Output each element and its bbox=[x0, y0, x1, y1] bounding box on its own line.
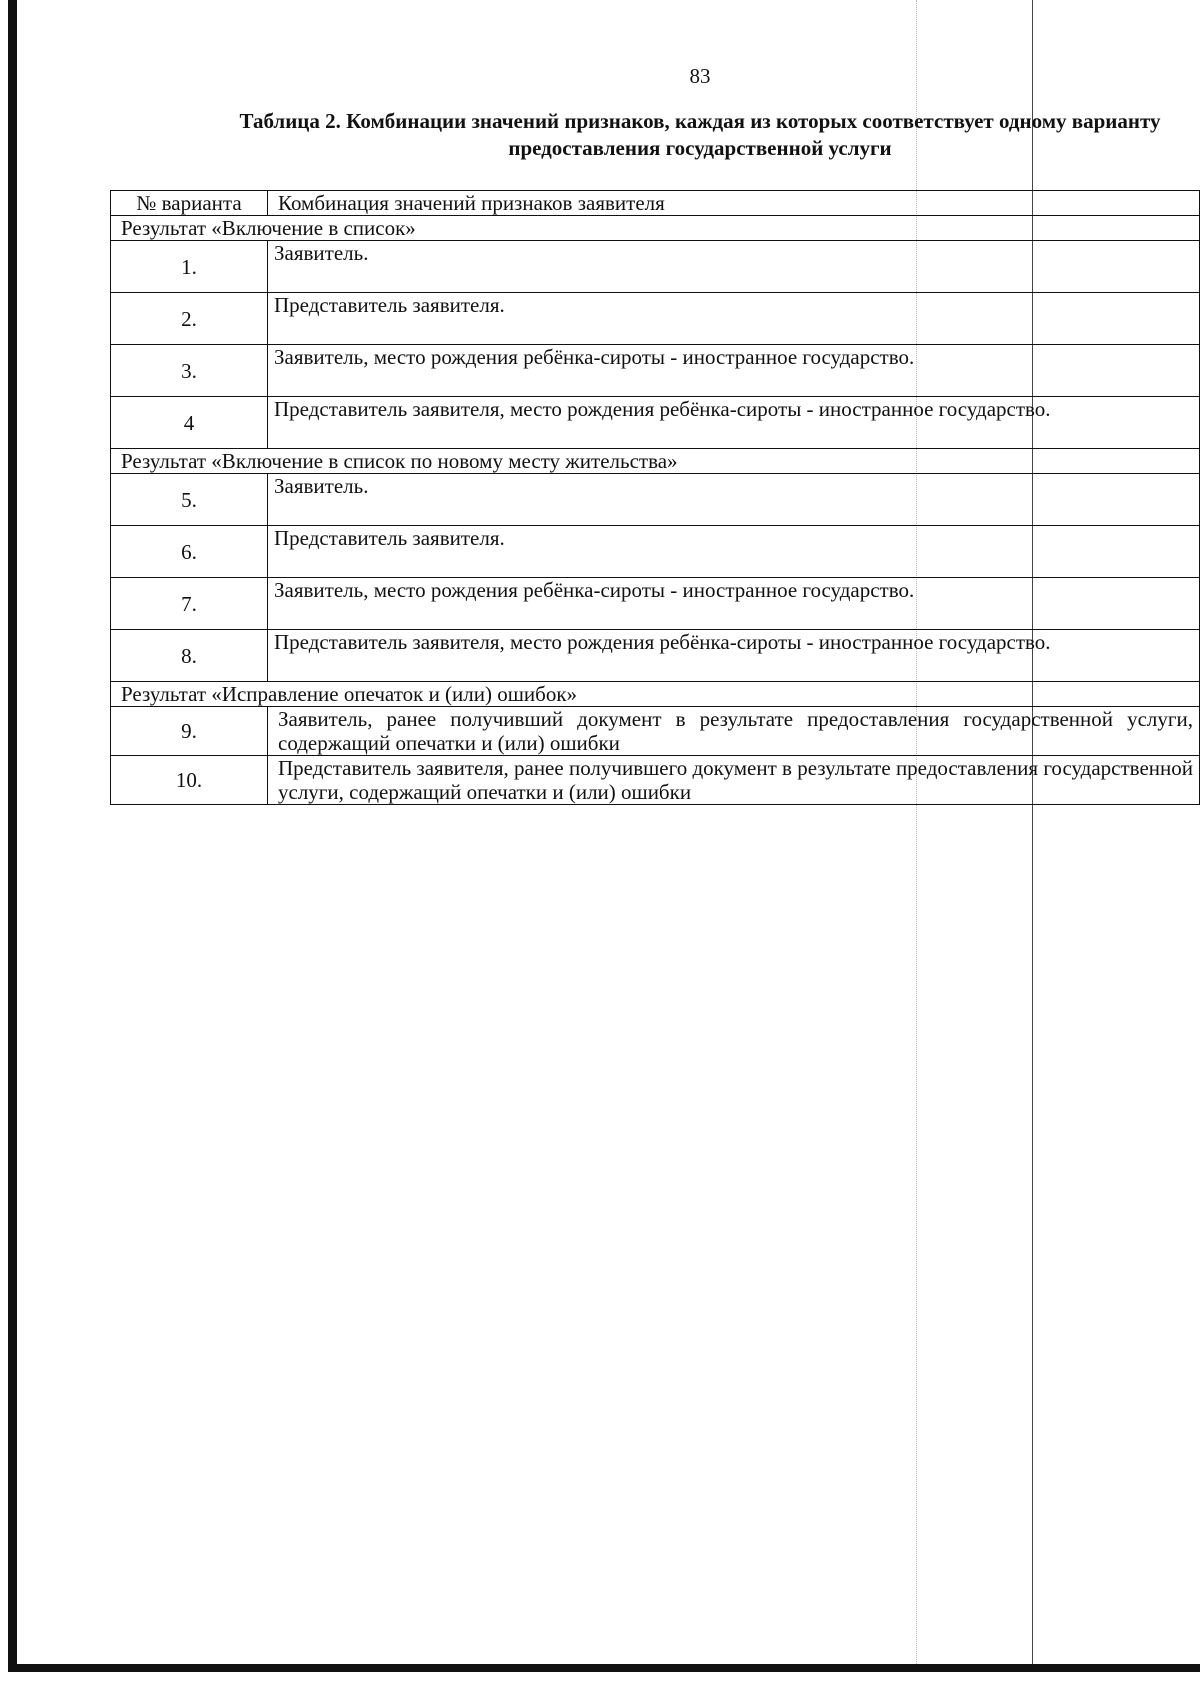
column-header-variant: № варианта bbox=[111, 191, 268, 216]
table-row bbox=[111, 578, 1200, 630]
variants-table bbox=[110, 190, 1200, 805]
variant-combination: Представитель заявителя. bbox=[268, 293, 1200, 345]
scan-left-border bbox=[8, 0, 17, 1672]
table-row bbox=[111, 397, 1200, 449]
table-row bbox=[111, 526, 1200, 578]
variant-number: 5. bbox=[111, 474, 268, 526]
variant-number: 3. bbox=[111, 345, 268, 397]
table-row bbox=[111, 474, 1200, 526]
variant-combination: Заявитель, место рождения ребёнка-сироты - иностранное государство. bbox=[268, 578, 1200, 630]
table-row bbox=[111, 630, 1200, 682]
variant-number: 10. bbox=[111, 756, 268, 805]
variant-number: 4 bbox=[111, 397, 268, 449]
variant-number: 8. bbox=[111, 630, 268, 682]
table-header-row bbox=[111, 191, 1200, 216]
table-row bbox=[111, 241, 1200, 293]
page-number: 83 bbox=[689, 64, 711, 88]
table-row bbox=[111, 756, 1200, 805]
variant-number: 7. bbox=[111, 578, 268, 630]
section-row bbox=[111, 682, 1200, 707]
table-title: Таблица 2. Комбинации значений признаков, каждая из которых соответствует одному варианту предоставления государственной услуги bbox=[239, 109, 1161, 160]
variant-combination: Представитель заявителя. bbox=[268, 526, 1200, 578]
variant-combination: Заявитель. bbox=[268, 474, 1200, 526]
variant-combination: Представитель заявителя, место рождения ребёнка-сироты - иностранное государство. bbox=[268, 397, 1200, 449]
variant-combination: Представитель заявителя, место рождения ребёнка-сироты - иностранное государство. bbox=[268, 630, 1200, 682]
variant-number: 1. bbox=[111, 241, 268, 293]
variant-number: 6. bbox=[111, 526, 268, 578]
scan-bottom-border bbox=[8, 1664, 1200, 1672]
variant-number: 2. bbox=[111, 293, 268, 345]
variant-number: 9. bbox=[111, 707, 268, 756]
column-header-combination: Комбинация значений признаков заявителя bbox=[268, 191, 1200, 216]
section-label: Результат «Исправление опечаток и (или) ошибок» bbox=[111, 682, 1200, 707]
table-row bbox=[111, 707, 1200, 756]
table-row bbox=[111, 345, 1200, 397]
section-label: Результат «Включение в список» bbox=[111, 216, 1200, 241]
variant-combination: Заявитель, место рождения ребёнка-сироты - иностранное государство. bbox=[268, 345, 1200, 397]
variant-combination: Заявитель. bbox=[268, 241, 1200, 293]
variant-combination: Заявитель, ранее получивший документ в результате предоставления государственной услуги, содержащий опечатки и (или) ошибки bbox=[268, 707, 1200, 756]
variant-combination: Представитель заявителя, ранее получившего документ в результате предоставления государственной услуги, содержащий опечатки и (или) ошибки bbox=[268, 756, 1200, 805]
section-row bbox=[111, 216, 1200, 241]
section-label: Результат «Включение в список по новому месту жительства» bbox=[111, 449, 1200, 474]
section-row bbox=[111, 449, 1200, 474]
table-row bbox=[111, 293, 1200, 345]
